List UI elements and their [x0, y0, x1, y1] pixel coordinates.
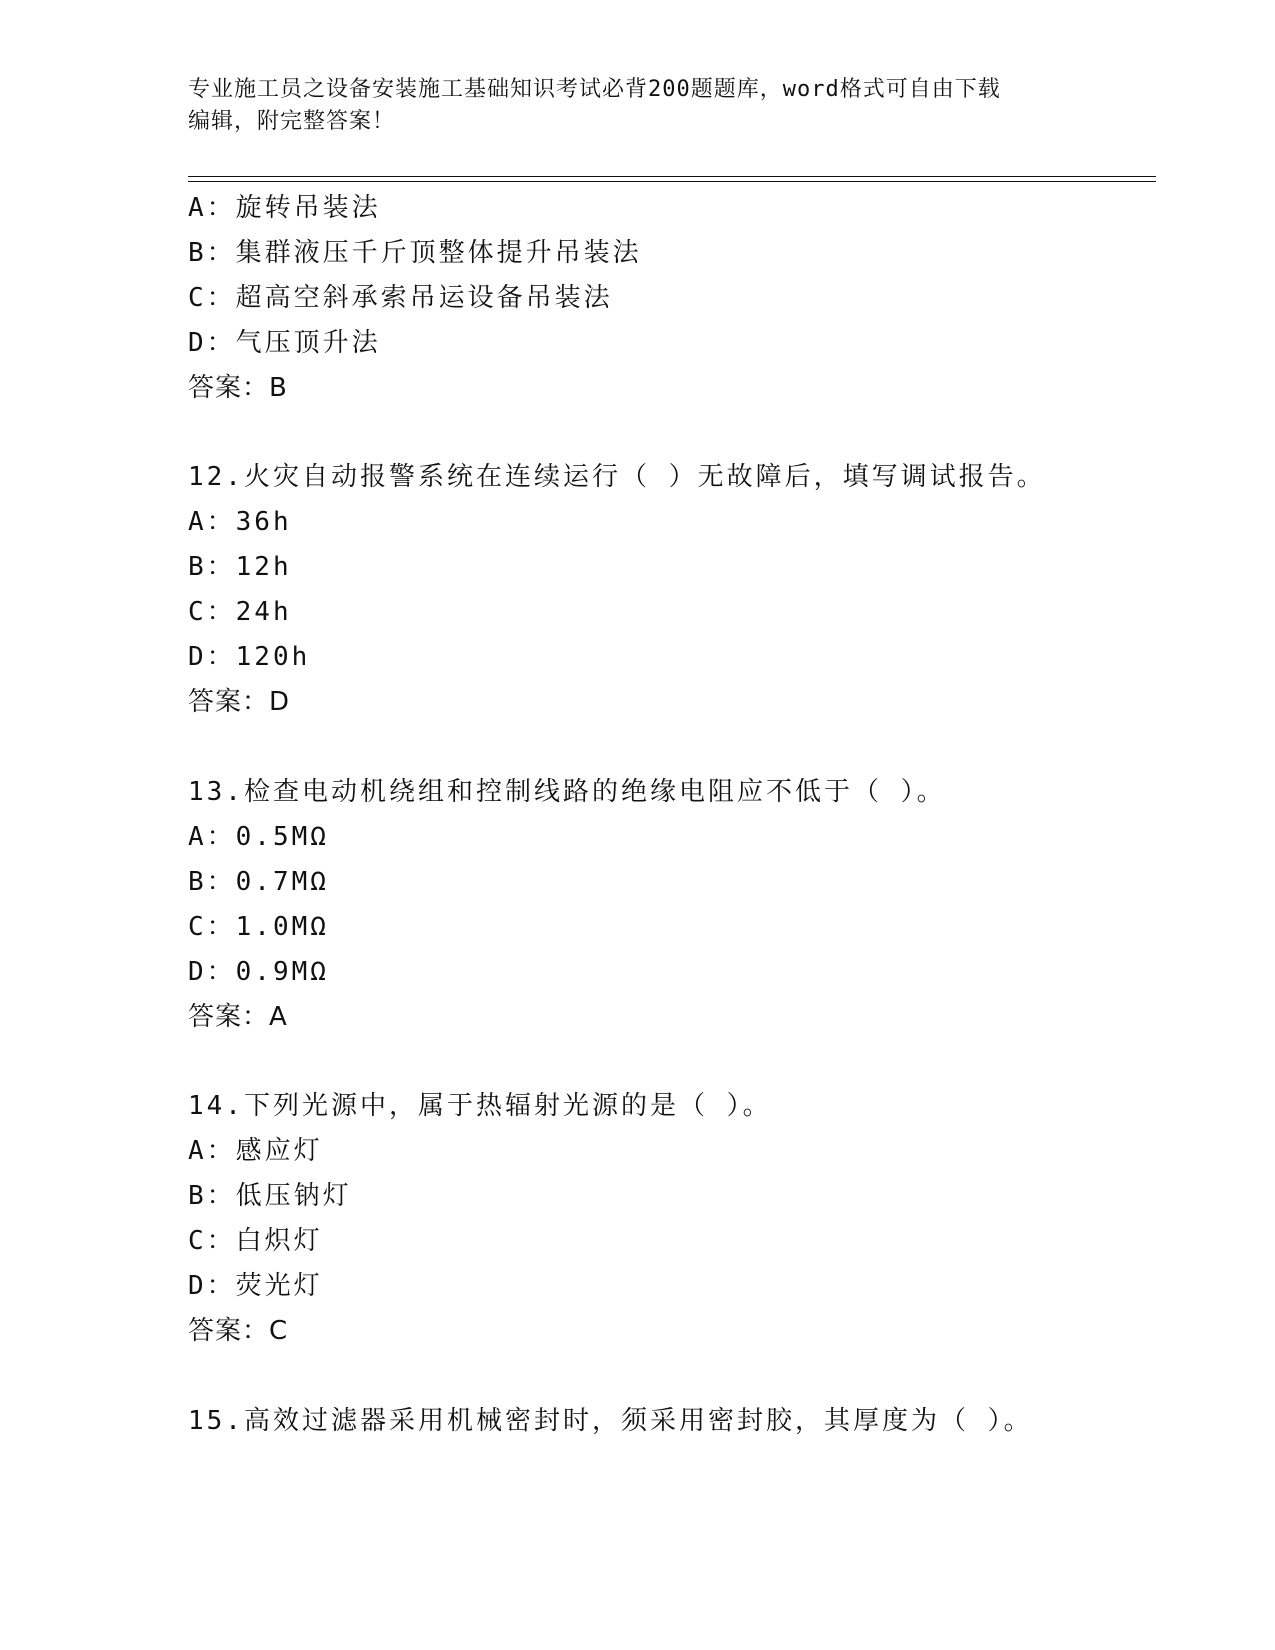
- q12-option-d: D：120h: [188, 642, 311, 672]
- q13-question: 13.检查电动机绕组和控制线路的绝缘电阻应不低于（ ）。: [188, 777, 946, 807]
- q12-answer: 答案：D: [188, 687, 291, 717]
- header-title-line-1: 专业施工员之设备安装施工基础知识考试必背200题题库，word格式可自由下载: [188, 77, 1001, 102]
- q11-option-c: C：超高空斜承索吊运设备吊装法: [188, 283, 613, 313]
- q13-option-a: A：0.5MΩ: [188, 822, 329, 852]
- q12-option-b: B：12h: [188, 552, 292, 582]
- q13-option-c: C：1.0MΩ: [188, 912, 329, 942]
- q11-option-a: A：旋转吊装法: [188, 193, 381, 223]
- q13-answer: 答案：A: [188, 1002, 288, 1032]
- q12-question: 12.火灾自动报警系统在连续运行（ ）无故障后，填写调试报告。: [188, 462, 1046, 492]
- q14-option-c: C：白炽灯: [188, 1226, 323, 1256]
- header-divider-top: [188, 176, 1156, 177]
- q14-answer: 答案：C: [188, 1316, 289, 1346]
- q14-option-d: D：荧光灯: [188, 1271, 323, 1301]
- q15-question: 15.高效过滤器采用机械密封时，须采用密封胶，其厚度为（ ）。: [188, 1406, 1033, 1436]
- document-header: [188, 74, 1088, 138]
- q11-option-b: B：集群液压千斤顶整体提升吊装法: [188, 238, 642, 268]
- q14-question: 14.下列光源中，属于热辐射光源的是（ ）。: [188, 1091, 772, 1121]
- q13-option-d: D：0.9MΩ: [188, 957, 329, 987]
- q11-answer: 答案：B: [188, 373, 288, 403]
- header-divider-bottom: [188, 181, 1156, 182]
- q12-option-c: C：24h: [188, 597, 292, 627]
- q14-option-a: A：感应灯: [188, 1136, 323, 1166]
- q11-option-d: D：气压顶升法: [188, 328, 381, 358]
- q13-option-b: B：0.7MΩ: [188, 867, 329, 897]
- header-title-line-2: 编辑，附完整答案！: [188, 109, 396, 134]
- q12-option-a: A：36h: [188, 507, 292, 537]
- q14-option-b: B：低压钠灯: [188, 1181, 352, 1211]
